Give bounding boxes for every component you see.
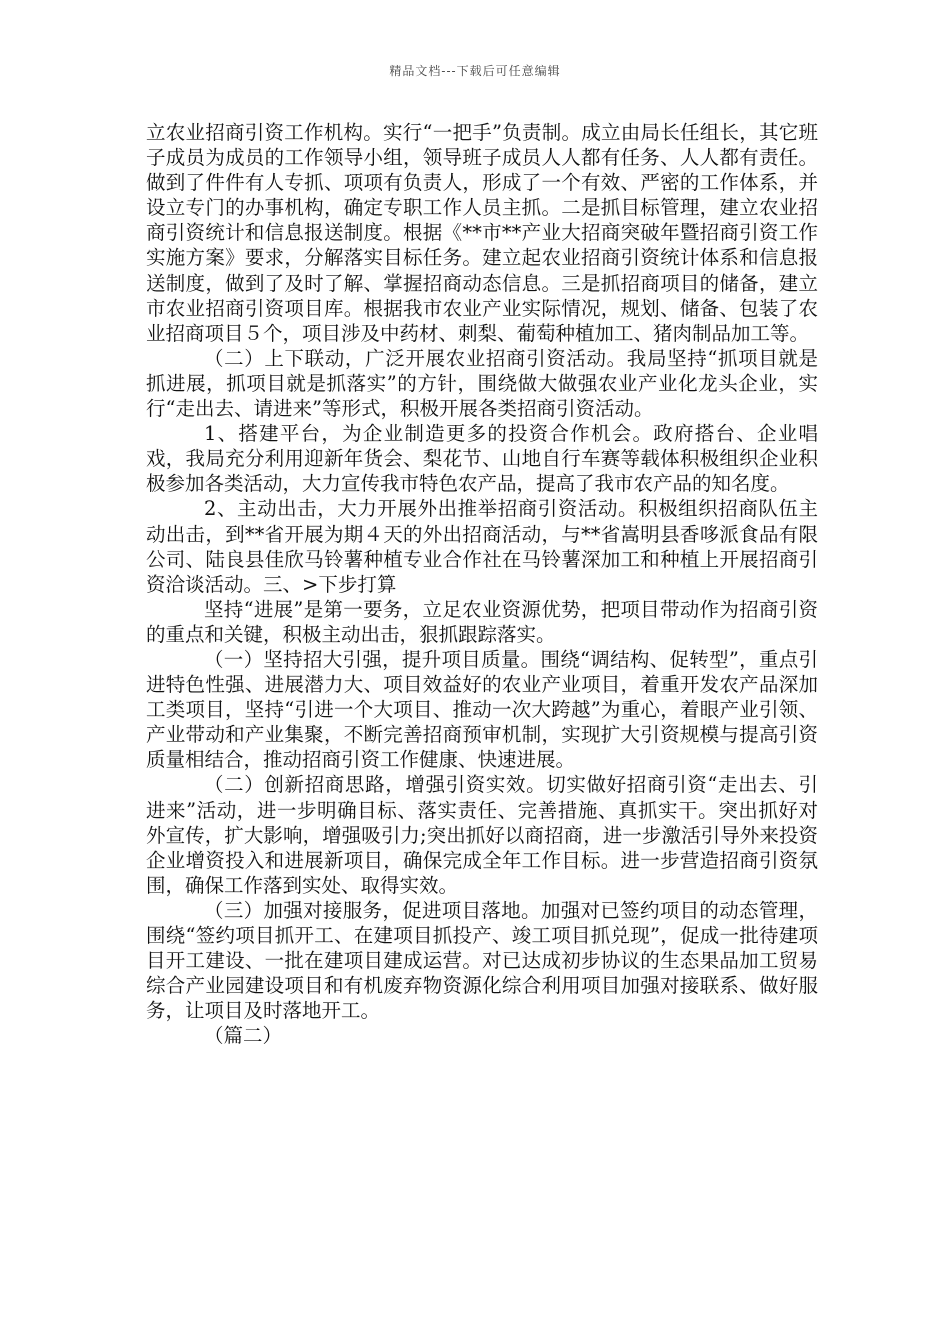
paragraph-1: 立农业招商引资工作机构。实行“一把手”负责制。成立由局长任组长，其它班子成员为成员的工作领导小组，领导班子成员人人都有任务、人人都有责任。做到了件件有人专抓、项项有负责人，形成了一个有效、严密的工作体系，并设立专门的办事机构，确定专职工作人员主抓。二是抓目标管理，建立农业招商引资统计和信息报送制度。根据《**市**产业大招商突破年暨招商引资工作实施方案》要求，分解落实目标任务。建立起农业招商引资统计体系和信息报送制度，做到了及时了解、掌握招商动态信息。三是抓招商项目的储备，建立市农业招商引资项目库。根据我市农业产业实际情况，规划、储备、包装了农业招商项目５个，项目涉及中药材、刺梨、葡萄种植加工、猪肉制品加工等。: [146, 121, 818, 345]
paragraph-7: （二）创新招商思路，增强引资实效。切实做好招商引资“走出去、引进来”活动，进一步明确目标、落实责任、完善措施、真抓实干。突出抓好对外宣传，扩大影响，增强吸引力;突出抓好以商招商，进一步激活引导外来投资企业增资投入和进展新项目，确保完成全年工作目标。进一步营造招商引资氛围，确保工作落到实处、取得实效。: [146, 773, 818, 897]
section-heading: （篇二）: [204, 1024, 283, 1048]
paragraph-5: 坚持“进展”是第一要务，立足农业资源优势，把项目带动作为招商引资的重点和关键，积极主动出击，狠抓跟踪落实。: [146, 597, 818, 646]
paragraph-6: （一）坚持招大引强，提升项目质量。围绕“调结构、促转型”，重点引进特色性强、进展潜力大、项目效益好的农业产业项目，着重开发农产品深加工类项目，坚持“引进一个大项目、推动一次大跨越”为重心，着眼产业引领、产业带动和产业集聚，不断完善招商预审机制，实现扩大引资规模与提高引资质量相结合，推动招商引资工作健康、快速进展。: [146, 647, 818, 772]
paragraph-3: 1、搭建平台，为企业制造更多的投资合作机会。政府搭台、企业唱戏，我局充分利用迎新年货会、梨花节、山地自行车赛等载体积极组织企业积极参加各类活动，大力宣传我市特色农产品，提高了我市农产品的知名度。: [146, 422, 818, 496]
document-body: [146, 120, 818, 1048]
paragraph-2: （二）上下联动，广泛开展农业招商引资活动。我局坚持“抓项目就是抓进展，抓项目就是抓落实”的方针，围绕做大做强农业产业化龙头企业，实行“走出去、请进来”等形式，积极开展各类招商引资活动。: [146, 346, 818, 421]
page-header: 精品文档---下载后可任意编辑: [389, 64, 561, 78]
paragraph-4: 2、主动出击，大力开展外出推举招商引资活动。积极组织招商队伍主动出击，到**省开展为期４天的外出招商活动，与**省嵩明县香哆派食品有限公司、陆良县佳欣马铃薯种植专业合作社在马铃薯深加工和种植上开展招商引资洽谈活动。三、>下步打算: [146, 497, 818, 596]
paragraph-8: （三）加强对接服务，促进项目落地。加强对已签约项目的动态管理，围绕“签约项目抓开工、在建项目抓投产、竣工项目抓兑现”，促成一批待建项目开工建设、一批在建项目建成运营。对已达成初步协议的生态果品加工贸易综合产业园建设项目和有机废弃物资源化综合利用项目加强对接联系、做好服务，让项目及时落地开工。: [146, 898, 818, 1023]
